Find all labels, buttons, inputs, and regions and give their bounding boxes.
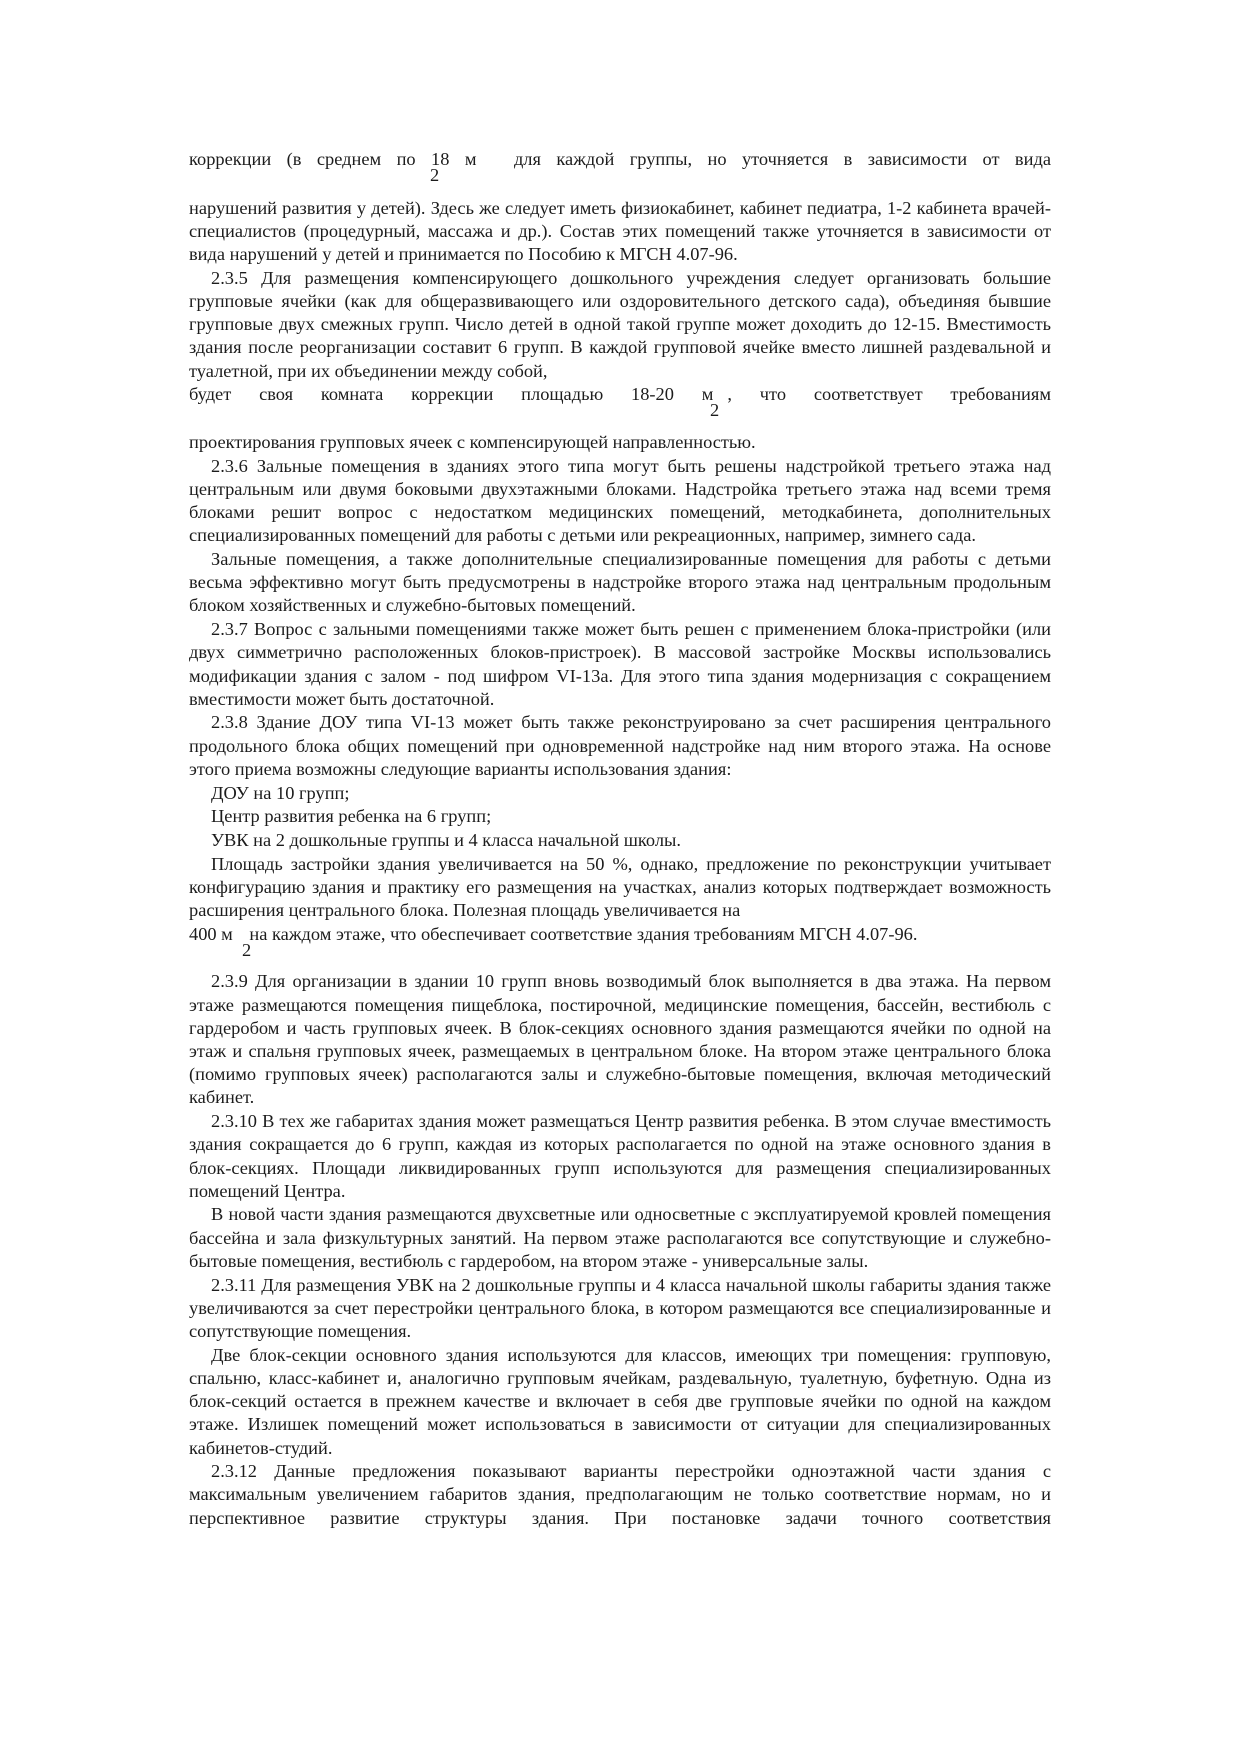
paragraph-text: будет своя комната коррекции площадью 18-20 м [189, 384, 714, 405]
paragraph: нарушений развития у детей). Здесь же следует иметь физиокабинет, кабинет педиатра, 1-2 кабинета врачей-специалистов (процедурный, массажа и др.). Состав этих помещений также уточняется в зависимости от вида нарушений у детей и принимается по Пособию к МГСН 4.07-96. [189, 197, 1051, 265]
paragraph-2-3-7: 2.3.7 Вопрос с зальными помещениями также может быть решен с применением блока-пристройки (или двух симметрично расположенных блоков-пристроек). В массовой застройке Москвы использовались модификации здания с залом - под шифром VI-13а. Для этого типа здания модернизация с сокращением вместимости может быть достаточной. [189, 619, 1051, 709]
paragraph-2-3-6: 2.3.6 Зальные помещения в зданиях этого типа могут быть решены надстройкой третьего этажа над центральным или двумя боковыми двухэтажными блоками. Надстройка третьего этажа над всеми тремя блоками решит вопрос с недостатком медицинских помещений, методкабинета, дополнительных специализированных помещений для работы с детьми или рекреационных, например, зимнего сада. [189, 455, 1051, 546]
list-item: УВК на 2 дошкольные группы и 4 класса начальной школы. [211, 829, 682, 850]
paragraph-text: 400 м [189, 923, 233, 944]
paragraph-2-3-10: 2.3.10 В тех же габаритах здания может размещаться Центр развития ребенка. В этом случае вместимость здания сокращается до 6 групп, каждая из которых располагается по одной на этаже основного здания в блок-секциях. Площади ликвидированных групп используются для размещения специализированных помещений Центра. [189, 1111, 1051, 1201]
paragraph-line-superscript [189, 923, 1051, 960]
paragraph-2-3-11: 2.3.11 Для размещения УВК на 2 дошкольные группы и 4 класса начальной школы габариты здания также увеличиваются за счет перестройки центрального блока, в котором размещаются все специализированные и сопутствующие помещения. [189, 1274, 1051, 1341]
paragraph-2-3-9: 2.3.9 Для организации в здании 10 групп вновь возводимый блок выполняется в два этажа. На первом этаже размещаются помещения пищеблока, постирочной, медицинские помещения, бассейн, вестибюль с гардеробом и часть групповых ячеек. В блок-секциях основного здания размещаются ячейки по одной на этаж и спальня групповых ячеек, размещаемых в центральном блоке. На втором этаже центрального блока (помимо групповых ячеек) располагаются залы и служебно-бытовые помещения, включая методический кабинет. [189, 971, 1051, 1108]
list-item: ДОУ на 10 групп; [211, 782, 350, 803]
superscript-2: 2 [430, 165, 440, 185]
paragraph-text-cont: , что соответствует требованиям [727, 384, 1051, 405]
paragraph: Зальные помещения, а также дополнительные специализированные помещения для работы с детьми весьма эффективно могут быть предусмотрены в надстройке второго этажа над центральным продольным блоком хозяйственных и служебно-бытовых помещений. [189, 549, 1051, 616]
paragraph: проектирования групповых ячеек с компенсирующей направленностью. [189, 432, 756, 452]
paragraph: Площадь застройки здания увеличивается на 50 %, однако, предложение по реконструкции учитывает конфигурацию здания и практику его размещения на участках, анализ которых подтверждает возможность расширения центрального блока. Полезная площадь увеличивается на [189, 853, 1051, 921]
paragraph-line-superscript [189, 383, 1051, 421]
paragraph-text-cont: на каждом этаже, что обеспечивает соответствие здания требованиям МГСН 4.07-96. [244, 923, 918, 944]
paragraph-line-superscript [189, 148, 1051, 185]
paragraph: В новой части здания размещаются двухсветные или односветные с эксплуатируемой кровлей помещения бассейна и зала физкультурных занятий. На первом этаже располагаются все сопутствующие и служебно-бытовые помещения, вестибюль с гардеробом, на втором этаже - универсальные залы. [189, 1204, 1051, 1271]
superscript-2: 2 [242, 939, 252, 960]
superscript-2: 2 [710, 400, 720, 421]
paragraph-2-3-5: 2.3.5 Для размещения компенсирующего дошкольного учреждения следует организовать большие групповые ячейки (как для общеразвивающего или оздоровительного детского сада), объединяя бывшие групповые двух смежных групп. Число детей в одной такой группе может доходить до 12-15. Вместимость здания после реорганизации составит 6 групп. В каждой групповой ячейке вместо лишней раздевальной и туалетной, при их объединении между собой, [189, 267, 1051, 381]
paragraph: Две блок-секции основного здания используются для классов, имеющих три помещения: групповую, спальню, класс-кабинет и, аналогично групповым ячейкам, раздевальную, туалетную, буфетную. Одна из блок-секций остается в прежнем качестве и включает в себя две групповые ячейки по одной на каждом этаже. Излишек помещений может использоваться в зависимости от ситуации для специализированных кабинетов-студий. [189, 1344, 1051, 1458]
document-page [189, 148, 1051, 1530]
paragraph-2-3-8: 2.3.8 Здание ДОУ типа VI-13 может быть также реконструировано за счет расширения центрального продольного блока общих помещений при одновременной надстройке над ним второго этажа. На основе этого приема возможны следующие варианты использования здания: [189, 712, 1051, 779]
paragraph-text: коррекции (в среднем по 18 м [189, 149, 477, 169]
paragraph-text-cont: для каждой группы, но уточняется в зависимости от вида [498, 149, 1051, 169]
paragraph-2-3-12: 2.3.12 Данные предложения показывают варианты перестройки одноэтажной части здания с максимальным увеличением габаритов здания, предполагающим не только соответствие нормам, но и перспективное развитие структуры здания. При постановке задачи точного соответствия [189, 1461, 1051, 1528]
list-item: Центр развития ребенка на 6 групп; [211, 806, 492, 827]
